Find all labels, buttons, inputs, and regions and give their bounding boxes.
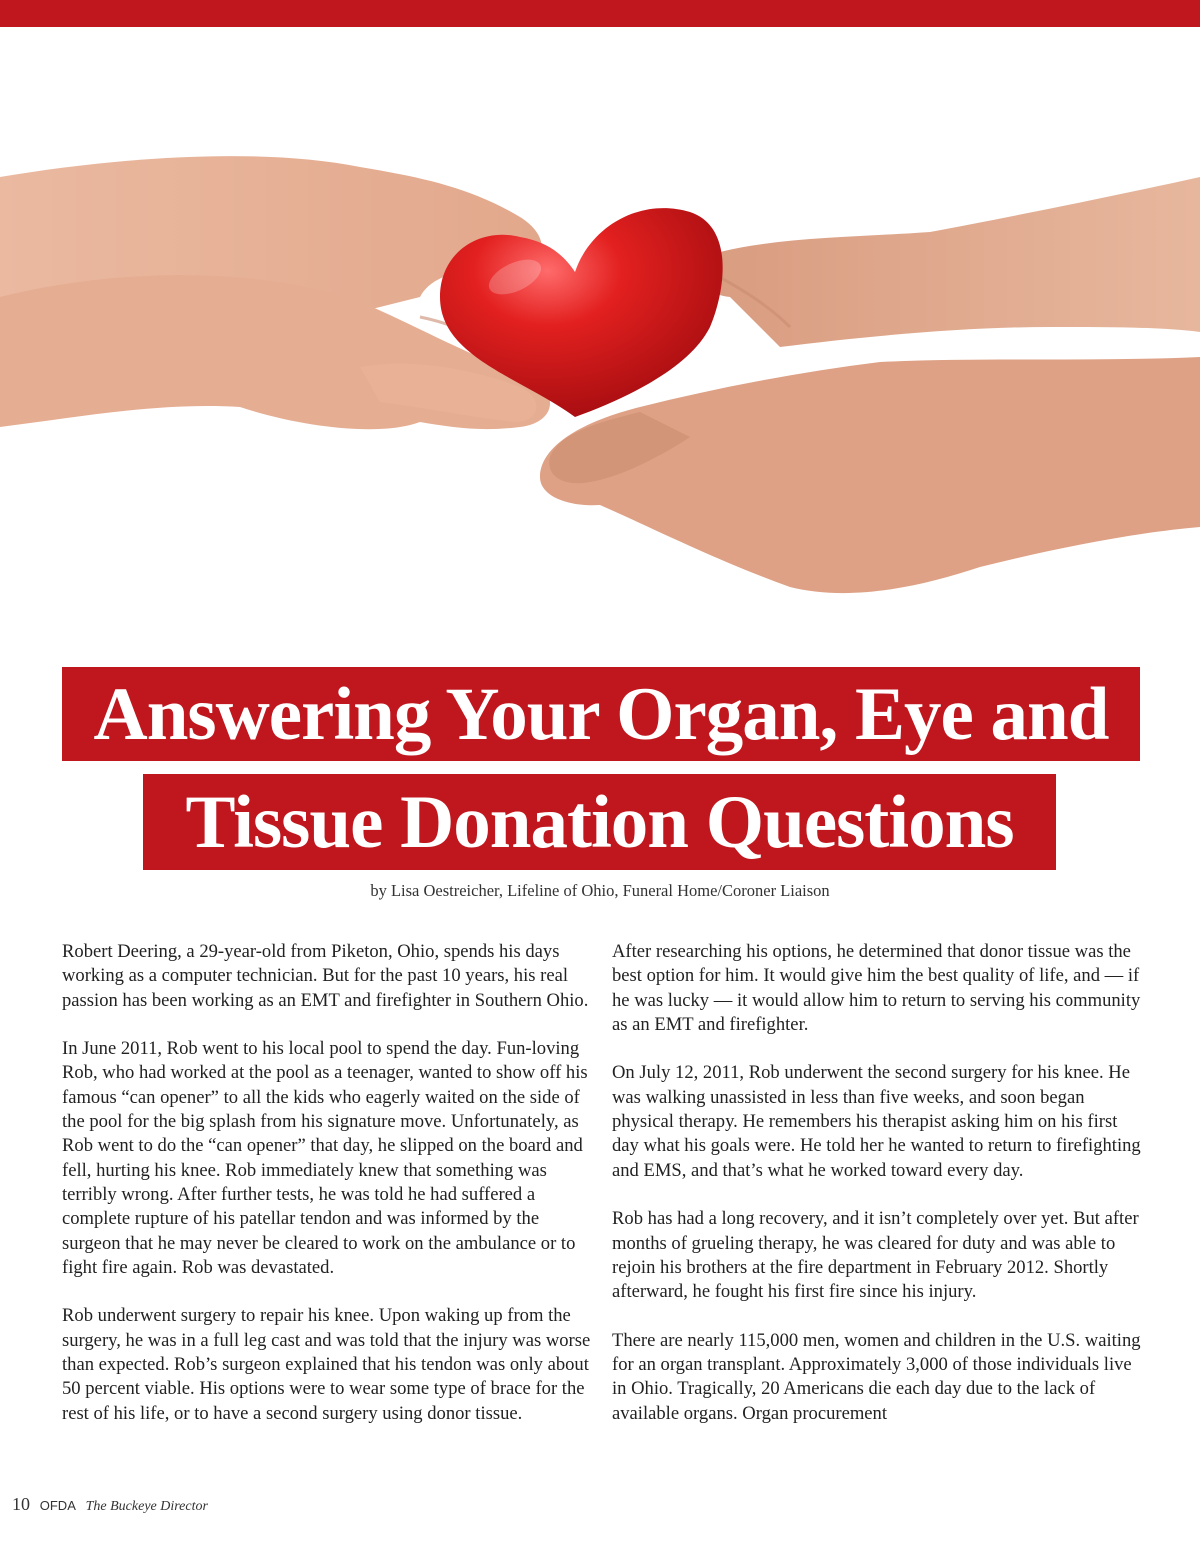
hands-holding-heart-icon (0, 27, 1200, 667)
top-accent-bar (0, 0, 1200, 27)
page-footer (12, 1494, 208, 1515)
hero-image (0, 27, 1200, 667)
title-line-1: Answering Your Organ, Eye and (93, 673, 1109, 756)
title-line-2: Tissue Donation Questions (185, 781, 1014, 864)
byline: by Lisa Oestreicher, Lifeline of Ohio, Funeral Home/Coroner Liaison (370, 881, 830, 900)
paragraph: After researching his options, he determined that donor tissue was the best option for him. It would give him the best quality of life, and — if he was lucky — it would allow him to return to serving his community as an EMT and firefighter. (612, 941, 1141, 1035)
paragraph: In June 2011, Rob went to his local pool to spend the day. Fun-loving Rob, who had worked at the pool as a teenager, wanted to show off his famous “can opener” to all the kids who eagerly waited on the side of the pool for the big splash from his signature move. Unfortunately, as Rob went to do the “can opener” that day, he slipped on the board and fell, hurting his knee. Rob immediately knew that something was terribly wrong. After further tests, he was told he had suffered a complete rupture of his patellar tendon and was informed by the surgeon that he may never be cleared to work on the ambulance or to fight fire again. Rob was devastated. (62, 1038, 588, 1278)
footer-publication: The Buckeye Director (85, 1499, 208, 1514)
paragraph: Rob underwent surgery to repair his knee. Upon waking up from the surgery, he was in a full leg cast and was told that the injury was worse than expected. Rob’s surgeon explained that his tendon was only about 50 percent viable. His options were to wear some type of brace for the rest of his life, or to have a second surgery using donor tissue. (62, 1305, 591, 1424)
paragraph: Robert Deering, a 29-year-old from Piketon, Ohio, spends his days working as a computer technician. But for the past 10 years, his real passion has been working as an EMT and firefighter in Southern Ohio. (62, 941, 589, 1011)
left-column (62, 940, 592, 1450)
title-line-2-box (143, 774, 1056, 870)
paragraph: There are nearly 115,000 men, women and children in the U.S. waiting for an organ transplant. Approximately 3,000 of those individuals live in Ohio. Tragically, 20 Americans die each day due to the lack of available organs. Organ procurement (612, 1329, 1141, 1424)
title-line-1-box (62, 667, 1140, 761)
right-column (612, 940, 1142, 1450)
page-number: 10 (12, 1494, 30, 1514)
paragraph: Rob has had a long recovery, and it isn’t completely over yet. But after months of grueling therapy, he was cleared for duty and was able to rejoin his brothers at the fire department in February 2012. Shortly afterward, he fought his first fire since his injury. (612, 1208, 1139, 1303)
paragraph: On July 12, 2011, Rob underwent the second surgery for his knee. He was walking unassisted in less than five weeks, and soon began physical therapy. He remembers his therapist asking him on his first day what his goals were. He told her he wanted to return to firefighting and EMS, and that’s what he worked toward every day. (612, 1062, 1141, 1181)
footer-org: OFDA (39, 1498, 76, 1513)
